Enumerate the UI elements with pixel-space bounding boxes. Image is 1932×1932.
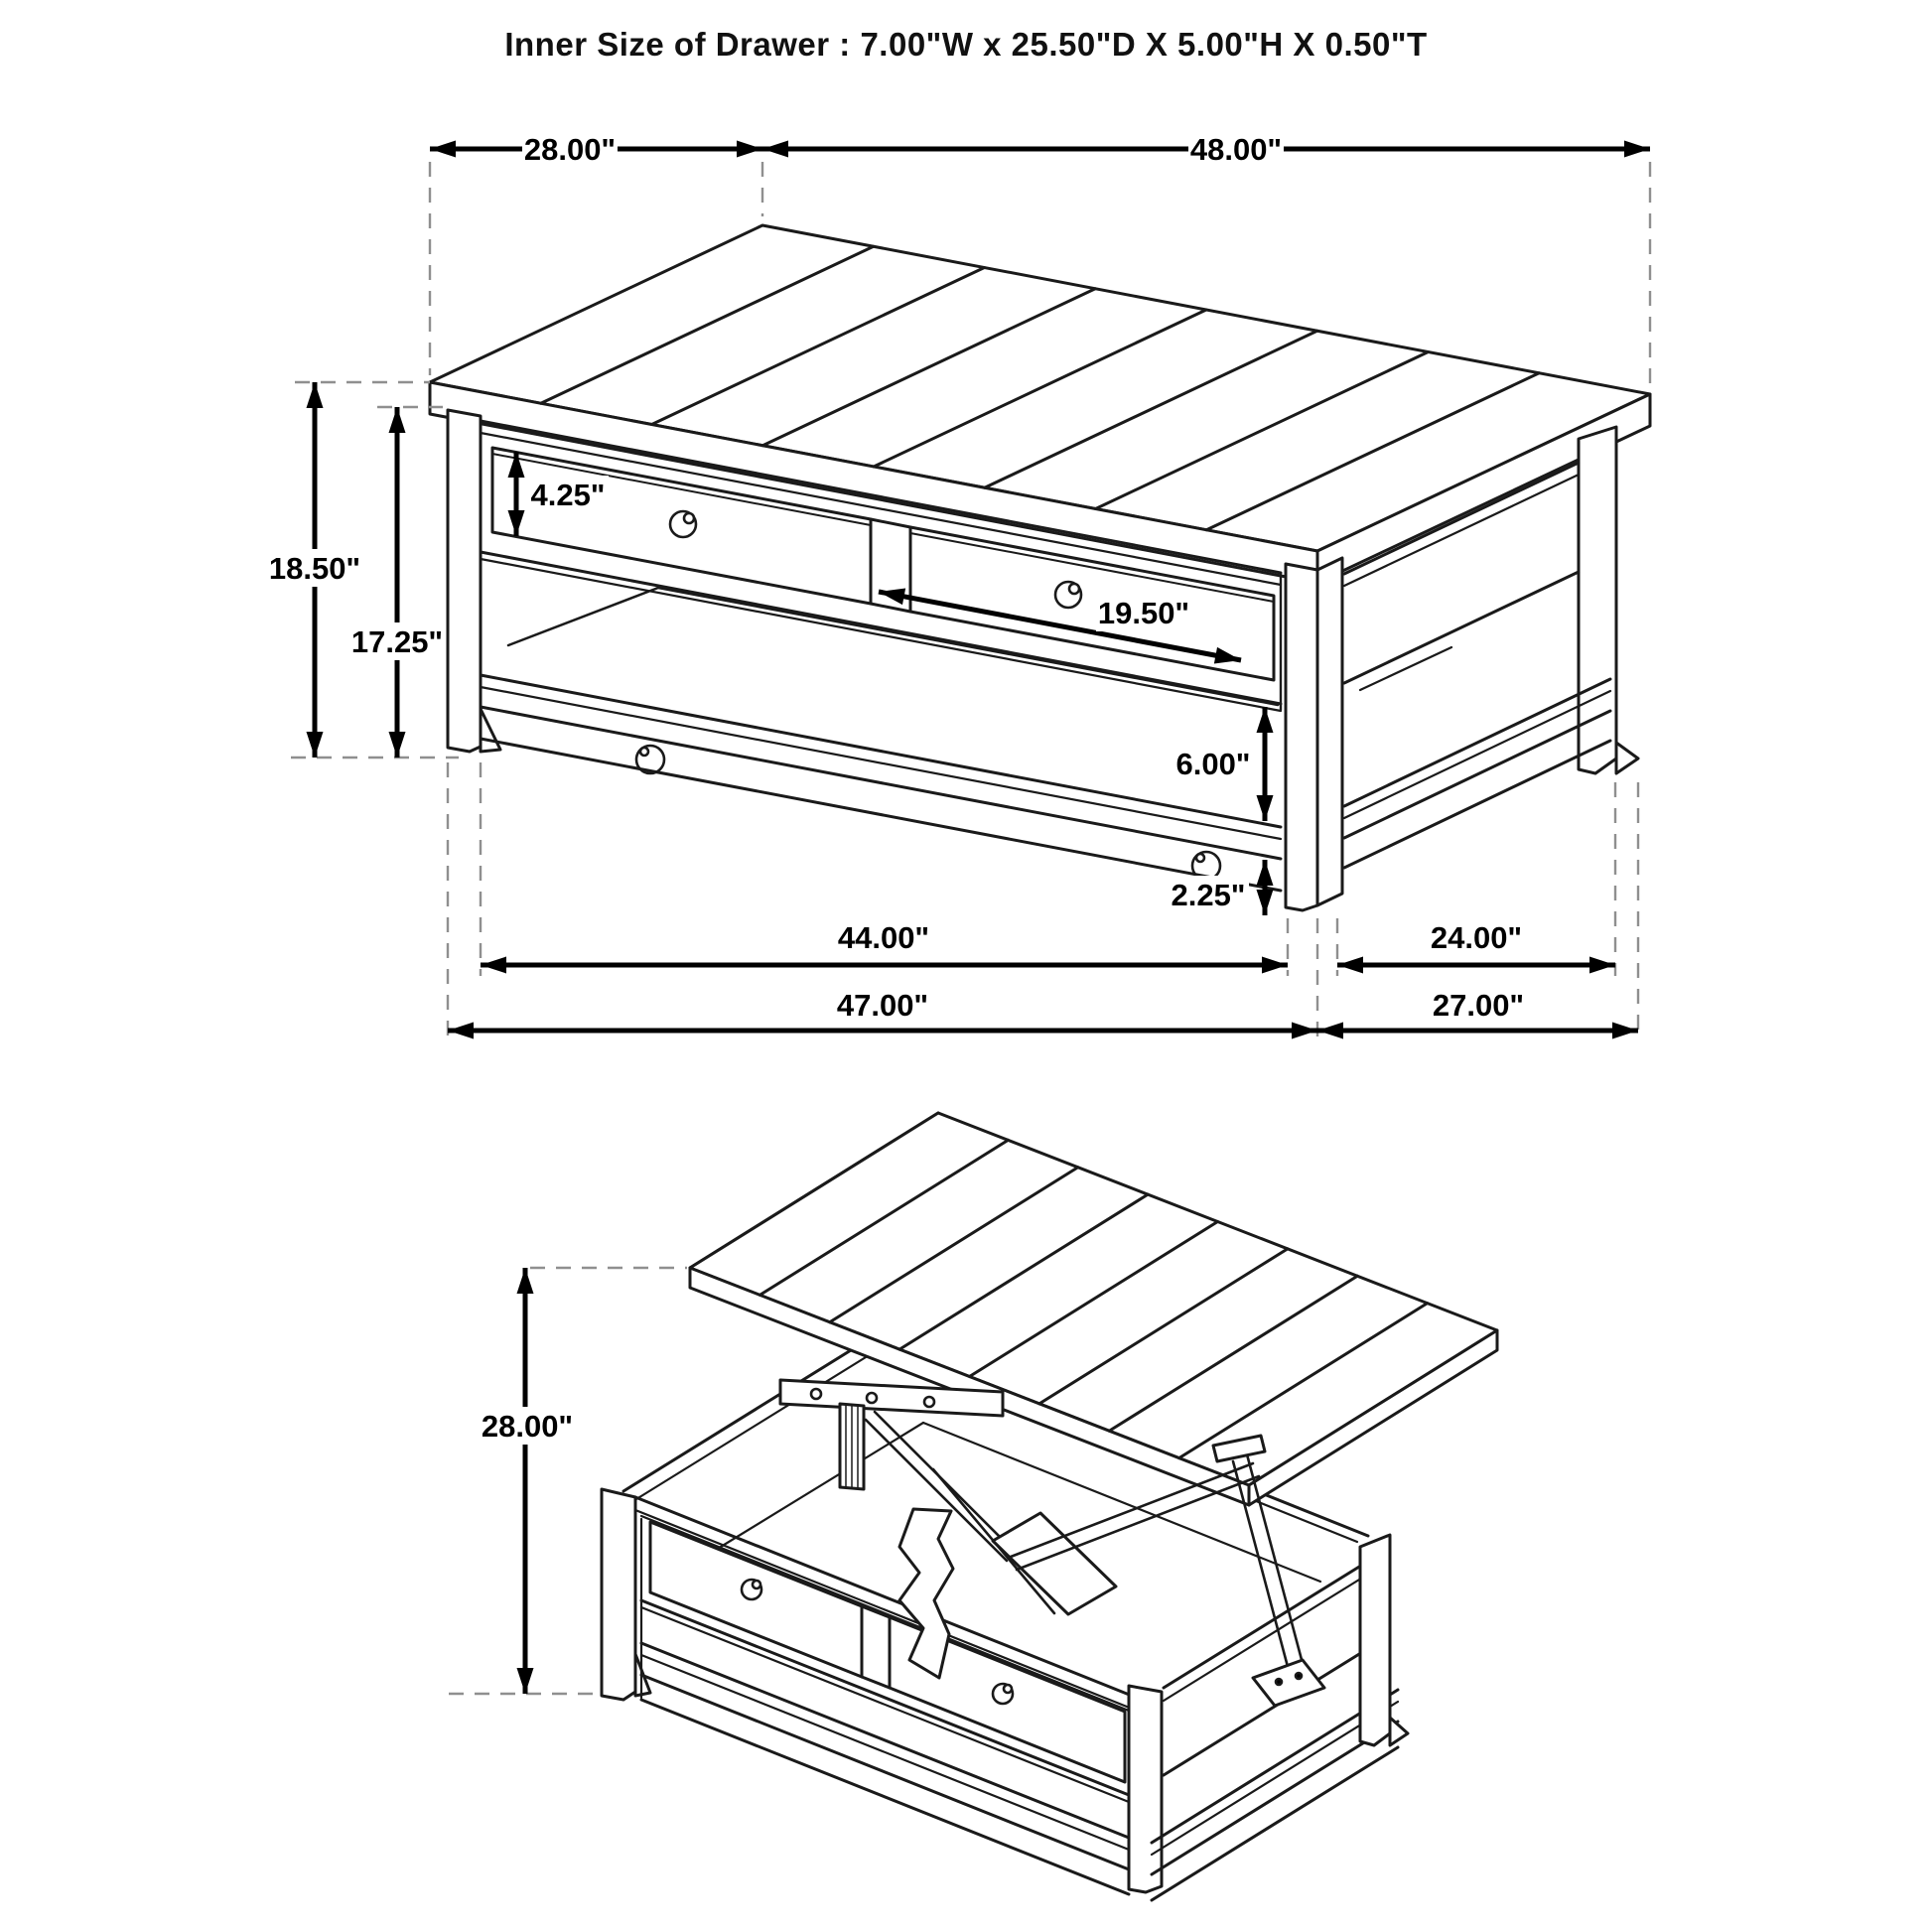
drawer-divider-stile <box>862 1606 890 1688</box>
link-bar <box>1011 1463 1253 1557</box>
arrowhead-icon <box>307 382 324 408</box>
front-left-leg <box>602 1489 635 1700</box>
arrowhead-icon <box>517 1268 534 1294</box>
bracket-hole <box>867 1393 877 1403</box>
bracket-hole <box>924 1397 934 1407</box>
arrowhead-icon <box>1257 707 1274 733</box>
link-bar <box>1017 1476 1259 1570</box>
dimension-label-text-drawer_width: 19.50" <box>1097 596 1190 630</box>
dimension-label-height_base <box>349 622 445 660</box>
dimension-label-text-shelf_clearance: 6.00" <box>1175 747 1251 781</box>
shelf-interior-corner <box>508 588 658 645</box>
arrowhead-icon <box>1257 795 1274 821</box>
dimension-label-lift_height <box>480 1407 575 1445</box>
dimension-line-shelf_clearance <box>1257 707 1274 821</box>
arrowhead-icon <box>1317 1023 1343 1039</box>
front-right-leg <box>1286 564 1317 910</box>
bracket-hole <box>811 1389 821 1399</box>
dimension-line-inner_width <box>481 957 1288 974</box>
dimension-label-text-ground_clearance: 2.25" <box>1171 878 1246 912</box>
back-right-leg-foot <box>1616 743 1638 773</box>
arrowhead-icon <box>307 732 324 758</box>
front-right-leg-side <box>1317 558 1342 905</box>
side-rail-top <box>1344 711 1610 838</box>
dimension-label-length <box>1188 130 1284 168</box>
dimension-line-lift_height <box>517 1268 534 1694</box>
bottom-rail-top <box>481 707 1281 859</box>
arrowhead-icon <box>1262 957 1288 974</box>
dimension-label-outer_width <box>835 986 930 1024</box>
dimension-label-text-drawer_height: 4.25" <box>530 478 606 512</box>
arrowhead-icon <box>517 1668 534 1694</box>
side-rail-bottom <box>1344 741 1610 868</box>
dimension-label-drawer_width <box>1096 594 1191 631</box>
arrowhead-icon <box>1257 890 1274 915</box>
dimension-line-outer_width <box>448 1023 1317 1039</box>
side-apron-bottom <box>1344 572 1579 683</box>
top-diagram <box>430 225 1650 910</box>
drawer-knob-detail <box>684 513 694 523</box>
dimension-label-text-outer_depth: 27.00" <box>1432 988 1525 1023</box>
page-title: Inner Size of Drawer : 7.00"W x 25.50"D X 5.00"H X 0.50"T <box>504 26 1428 63</box>
arrowhead-icon <box>389 407 406 433</box>
side-shelf-inner <box>1344 691 1610 818</box>
dimension-label-text-length: 48.00" <box>1189 132 1283 167</box>
front-left-leg <box>448 410 481 752</box>
side-rail-top <box>1152 1722 1398 1874</box>
dimension-label-text-height_base: 17.25" <box>350 624 444 659</box>
dimension-line-outer_depth <box>1317 1023 1638 1039</box>
drawer-knob-detail <box>1069 584 1079 594</box>
box-back-rim <box>623 1337 872 1491</box>
dimension-label-text-inner_width: 44.00" <box>837 920 930 955</box>
dimension-label-height_total <box>267 549 362 587</box>
arrowhead-icon <box>762 141 788 158</box>
arrowhead-icon <box>1624 141 1650 158</box>
arm-bottom-hinge <box>1253 1660 1324 1706</box>
arrowhead-icon <box>1612 1023 1638 1039</box>
shelf-front-top <box>481 675 1281 827</box>
front-right-leg <box>1129 1686 1162 1892</box>
side-rail-bottom <box>1152 1747 1398 1900</box>
bottom-rail-bottom <box>481 739 1281 891</box>
arrowhead-icon <box>1337 957 1363 974</box>
dimension-label-text-inner_depth: 24.00" <box>1430 920 1523 955</box>
caster-axle <box>1196 854 1204 862</box>
dimension-label-shelf_clearance <box>1173 745 1254 782</box>
back-right-leg <box>1579 427 1616 773</box>
dimension-label-outer_depth <box>1431 986 1526 1024</box>
dimension-label-text-outer_width: 47.00" <box>836 988 929 1023</box>
dimension-line-inner_depth <box>1337 957 1615 974</box>
arrowhead-icon <box>1257 860 1274 886</box>
hinge-screw <box>1276 1679 1282 1685</box>
dimension-label-ground_clearance <box>1168 876 1249 913</box>
drawer-knob-detail <box>753 1581 760 1588</box>
dimension-line-height_base <box>389 407 406 758</box>
shelf-front-inner <box>481 687 1281 839</box>
caster-axle <box>640 748 648 756</box>
back-right-leg <box>1360 1535 1390 1745</box>
dimension-label-inner_width <box>836 918 931 956</box>
dimension-label-drawer_height <box>527 476 609 513</box>
front-left-leg-foot <box>481 709 500 752</box>
dimension-label-text-depth: 28.00" <box>523 132 617 167</box>
dimension-label-depth <box>522 130 618 168</box>
drawer-knob-detail <box>1004 1685 1012 1693</box>
arrowhead-icon <box>737 141 762 158</box>
dimension-label-inner_depth <box>1429 918 1524 956</box>
arrowhead-icon <box>1292 1023 1317 1039</box>
dimension-label-text-height_total: 18.50" <box>268 551 361 586</box>
dimension-label-text-lift_height: 28.00" <box>481 1409 574 1444</box>
arrowhead-icon <box>1589 957 1615 974</box>
arrowhead-icon <box>389 732 406 758</box>
arrowhead-icon <box>448 1023 474 1039</box>
hinge-screw <box>1296 1673 1302 1679</box>
bottom-diagram <box>602 1113 1497 1900</box>
arrowhead-icon <box>481 957 506 974</box>
side-shelf-top <box>1344 679 1610 806</box>
arrowhead-icon <box>430 141 456 158</box>
